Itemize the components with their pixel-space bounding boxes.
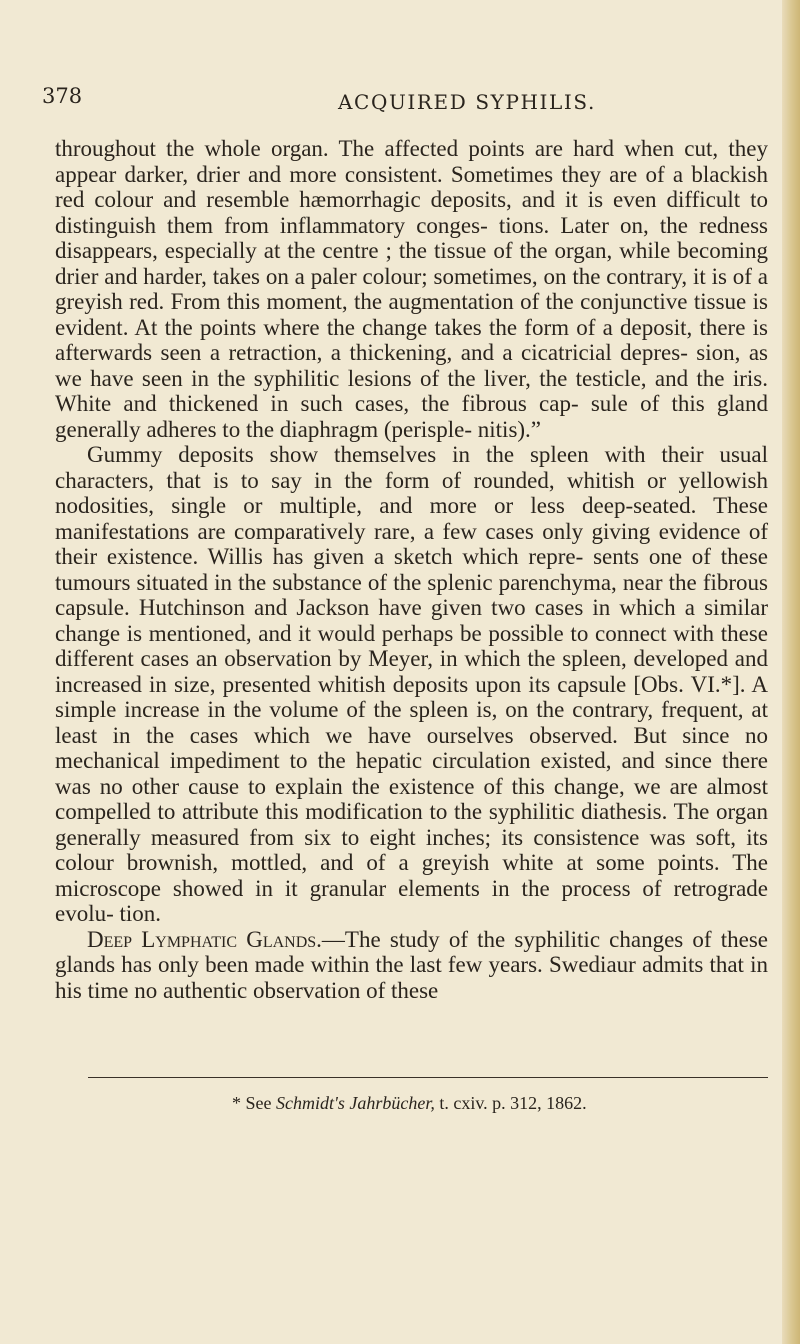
footnote [232, 1093, 587, 1114]
page-edge [782, 0, 800, 1344]
paragraph-deep-lymphatic-glands [55, 927, 768, 1004]
paragraph-continuation: throughout the whole organ. The affected points are hard when cut, they appear darker, drier and more consistent. Sometimes they are of a blackish red colour and resemble hæmorrhagic deposits, and it is even difficult to distinguish them from inflammatory conges- tions. Later on, the redness disappears, especially at the centre ; the tissue of the organ, while becoming drier and harder, takes on a paler colour; sometimes, on the contrary, it is of a greyish red. From this moment, the augmentation of the conjunctive tissue is evident. At the points where the change takes the form of a deposit, there is afterwards seen a retraction, a thickening, and a cicatricial depres- sion, as we have seen in the syphilitic lesions of the liver, the testicle, and the iris. White and thickened in such cases, the fibrous cap- sule of this gland generally adheres to the diaphragm (perisple- nitis).” [55, 136, 768, 442]
body-text [55, 136, 768, 1003]
footnote-marker: * See [232, 1093, 276, 1113]
footnote-title: Schmidt's Jahrbücher, [276, 1093, 435, 1113]
page-number: 378 [42, 84, 83, 108]
paragraph-gummy-deposits: Gummy deposits show themselves in the spleen with their usual characters, that is to say in the form of rounded, whitish or yellowish nodosities, single or multiple, and more or less deep-seated. These manifestations are comparatively rare, a few cases only giving evidence of their existence. Willis has given a sketch which repre- sents one of these tumours situated in the substance of the splenic parenchyma, near the fibrous capsule. Hutchinson and Jackson have given two cases in which a similar change is mentioned, and it would perhaps be possible to connect with these different cases an observation by Meyer, in which the spleen, developed and increased in size, presented whitish deposits upon its capsule [Obs. VI.*]. A simple increase in the volume of the spleen is, on the contrary, frequent, at least in the cases which we have ourselves observed. But since no mechanical impediment to the hepatic circulation existed, and since there was no other cause to explain the existence of this change, we are almost compelled to attribute this modification to the syphilitic diathesis. The organ generally measured from six to eight inches; its consistence was soft, its colour brownish, mottled, and of a greyish white at some points. The microscope showed in it granular elements in the process of retrograde evolu- tion. [55, 442, 768, 926]
running-title: ACQUIRED SYPHILIS. [338, 90, 596, 114]
section-heading: Deep Lymphatic Glands. [87, 926, 322, 952]
footnote-rule [88, 1077, 768, 1078]
footnote-citation: t. cxiv. p. 312, 1862. [434, 1093, 587, 1113]
paragraph-text: —The study of the syphilitic changes of these glands has only been made within the last few years. Swediaur admits that in his time no authentic observation of these [55, 926, 768, 1003]
